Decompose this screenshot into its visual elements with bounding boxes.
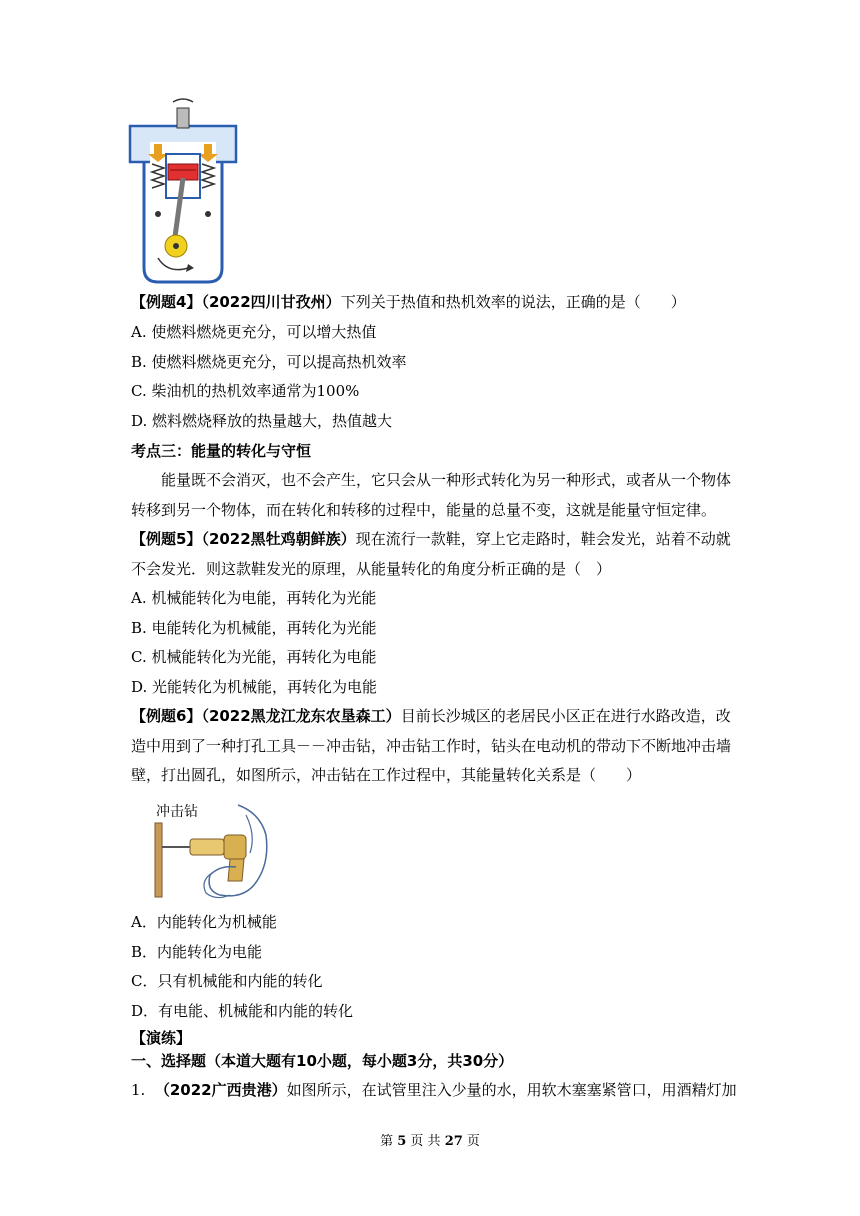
example6-question-line1: [131, 706, 731, 726]
example4-option-a: A. 使燃料燃烧更充分，可以增大热值: [131, 323, 377, 341]
example6-question-line3: 壁，打出圆孔，如图所示，冲击钻在工作过程中，其能量转化关系是（ ）: [131, 766, 642, 784]
practice-question-1: [131, 1080, 737, 1100]
q1-number: 1.: [131, 1081, 146, 1099]
practice-section-heading: 一、选择题（本道大题有10小题，每小题3分，共30分）: [131, 1052, 514, 1070]
example6-option-a: A．内能转化为机械能: [131, 913, 277, 931]
q1-text: 如图所示，在试管里注入少量的水，用软木塞塞紧管口，用酒精灯加: [286, 1081, 737, 1099]
example4-option-d: D. 燃料燃烧释放的热量越大，热值越大: [131, 412, 393, 430]
example4-text: 下列关于热值和热机效率的说法，正确的是（ ）: [340, 293, 686, 311]
section3-paragraph-line2: 转移到另一个物体，而在转化和转移的过程中，能量的总量不变，这就是能量守恒定律。: [131, 501, 717, 519]
footer-suffix: 页: [466, 1134, 480, 1149]
example4-option-c: C. 柴油机的热机效率通常为100%: [131, 382, 360, 400]
example4-option-b: B. 使燃料燃烧更充分，可以提高热机效率: [131, 353, 407, 371]
impact-drill-label: 冲击钻: [156, 804, 198, 820]
footer-total-pages: 27: [444, 1134, 463, 1149]
example4-question: [131, 292, 686, 312]
example6-option-c: C．只有机械能和内能的转化: [131, 972, 323, 990]
example4-source: （2022四川甘孜州）: [201, 293, 341, 311]
impact-drill-illustration: [150, 795, 275, 903]
example5-option-c: C. 机械能转化为光能，再转化为电能: [131, 648, 377, 666]
example6-source: （2022黑龙江龙东农垦森工）: [201, 707, 401, 725]
example5-option-a: A. 机械能转化为电能，再转化为光能: [131, 589, 377, 607]
practice-tag: 【演练】: [131, 1029, 192, 1047]
example5-source: （2022黑牡鸡朝鲜族）: [201, 530, 356, 548]
example5-question-line1: [131, 529, 731, 549]
engine-diagram: [128, 98, 238, 284]
q1-source: （2022广西贵港）: [154, 1081, 287, 1099]
example6-option-d: D．有电能、机械能和内能的转化: [131, 1002, 354, 1020]
example4-tag: 【例题4】: [131, 293, 202, 311]
example6-option-b: B．内能转化为电能: [131, 943, 263, 961]
section3-paragraph-line1: 能量既不会消灭，也不会产生，它只会从一种形式转化为另一种形式，或者从一个物体: [161, 471, 732, 489]
example5-tag: 【例题5】: [131, 530, 202, 548]
example5-option-b: B. 电能转化为机械能，再转化为光能: [131, 619, 377, 637]
example6-text1: 目前长沙城区的老居民小区正在进行水路改造，改: [400, 707, 731, 725]
footer-page-number: 5: [397, 1134, 407, 1149]
example5-option-d: D. 光能转化为机械能，再转化为电能: [131, 678, 378, 696]
example5-text1: 现在流行一款鞋，穿上它走路时，鞋会发光，站着不动就: [355, 530, 731, 548]
example6-tag: 【例题6】: [131, 707, 202, 725]
page-footer: [0, 1130, 860, 1149]
example6-question-line2: 造中用到了一种打孔工具－－冲击钻，冲击钻工作时，钻头在电动机的带动下不断地冲击墙: [131, 737, 732, 755]
example5-question-line2: 不会发光．则这款鞋发光的原理，从能量转化的角度分析正确的是（ ）: [131, 560, 612, 578]
impact-drill-figure: [150, 795, 275, 903]
footer-middle: 页 共: [410, 1134, 441, 1149]
footer-prefix: 第: [380, 1134, 394, 1149]
section3-heading: 考点三：能量的转化与守恒: [131, 442, 312, 460]
